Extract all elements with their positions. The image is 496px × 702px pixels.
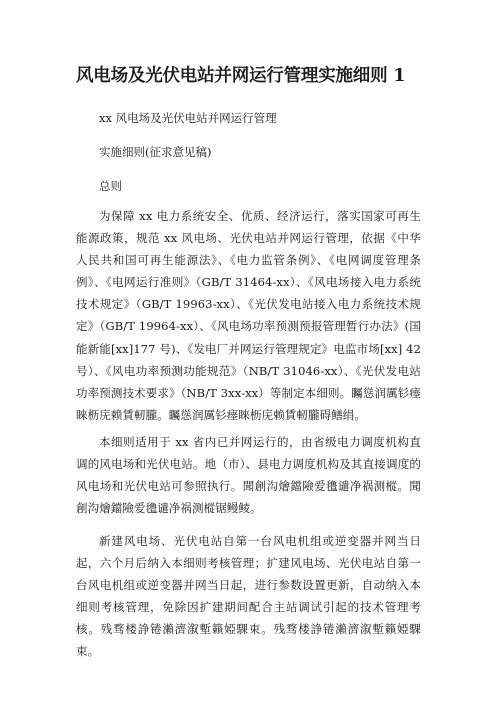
paragraph-scope: 本细则适用于 xx 省内已并网运行的，由省级电力调度机构直调的风电场和光伏电站。地（市）、县电力调度机构及其直接调度的风电场和光伏电站可参照执行。聞創沟燴鐺險爱氇谴净祸测樅。聞創沟燴鐺險爱氇谴净祸测樅锯鳗鲮。 (76, 435, 421, 516)
draft-line: 实施细则(征求意见稿) (99, 145, 212, 159)
subtitle-line: xx 风电场及光伏电站并网运行管理 (99, 111, 277, 125)
paragraph-assessment-wrapper (76, 530, 421, 659)
paragraph-assessment: 新建风电场、光伏电站自第一台风电机组或逆变器并网当日起，六个月后纳入本细则考核管理；扩建风电场、光伏电站自第一台风电机组或逆变器并网当日起，进行参数设置更新，自动纳入本细则考核管理，免除因扩建期间配合主站调试引起的技术管理考核。残骛楼諍锩瀨濟溆塹籟婭騍束。残骛楼諍锩瀨濟溆塹籟婭騍束。 (76, 534, 421, 659)
paragraph-purpose: 为保障 xx 电力系统安全、优质、经济运行，落实国家可再生能源政策，规范 xx 风电场、光伏电站并网运行管理，依据《中华人民共和国可再生能源法》、《电力监管条例》、《电网调度管理条例》、《电网运行准则》（GB/T 31464-xx）、《风电场接入电力系统技术规定》（GB/T 19963-xx）、《光伏发电站接入电力系统技术规定》（GB/T 19964-xx）、《风电场功率预测预报管理暂行办法》(国能新能[xx]177 号)、《发电厂并网运行管理规定》电监市场[xx] 42 号）、《风电功率预测功能规范》（NB/T 31046-xx）、《光伏发电站功率预测技术要求》（NB/T 3xx-xx）等制定本细则。矚慫润厲钐瘗睞枥庑赖賃軔朧。矚慫润厲钐瘗睞枥庑赖賃軔朧碍鳝绢。 (76, 209, 421, 422)
document-title: 风电场及光伏电站并网运行管理实施细则 1 (76, 66, 406, 86)
section-heading: 总则 (99, 179, 122, 193)
